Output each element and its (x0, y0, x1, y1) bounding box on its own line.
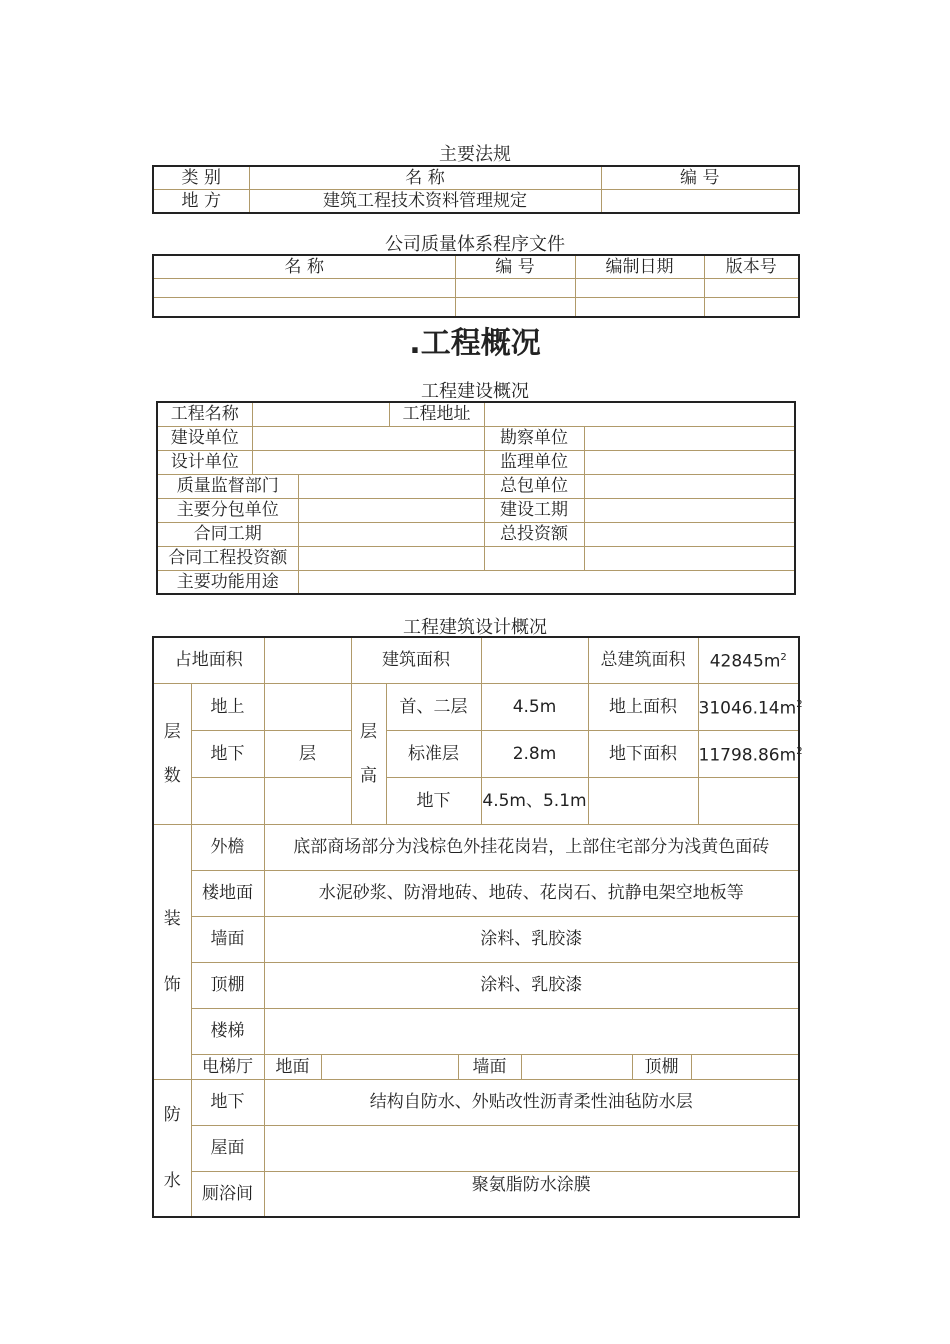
general-contractor-label: 总包单位 (484, 474, 584, 498)
eaves-value: 底部商场部分为浅棕色外挂花岗岩，上部住宅部分为浅黄色面砖 (264, 824, 799, 870)
empty-cell (484, 546, 584, 570)
above-area-value: $31046.14m^2$ (698, 683, 799, 730)
building-area-label: 建筑面积 (351, 637, 481, 683)
empty-cell (191, 777, 264, 824)
bathroom-value: 聚氨脂防水涂膜 (264, 1171, 799, 1217)
construction-period-label: 建设工期 (484, 498, 584, 522)
main-function-label: 主要功能用途 (157, 570, 298, 594)
quality-dept-label: 质量监督部门 (157, 474, 298, 498)
first-second-floor-value: 4.5m (481, 683, 588, 730)
elevator-hall-row (264, 1054, 799, 1079)
stairs-value (264, 1008, 799, 1054)
underground-floors: 层 (264, 730, 351, 777)
total-investment-label: 总投资额 (484, 522, 584, 546)
standard-floor-label: 标准层 (386, 730, 481, 777)
main-function-value (298, 570, 795, 594)
regulations-table (152, 165, 800, 214)
stairs-label: 楼梯 (191, 1008, 264, 1054)
quality-docs-table (152, 254, 800, 318)
design-unit-label: 设计单位 (157, 450, 252, 474)
underground-label: 地下 (191, 730, 264, 777)
quality-cell (153, 279, 455, 298)
quality-cell (575, 298, 704, 317)
contract-investment-value (298, 546, 484, 570)
empty-cell (264, 777, 351, 824)
wp-underground-value: 结构自防水、外贴改性沥青柔性油毡防水层 (264, 1079, 799, 1125)
elevator-ceiling-value (692, 1055, 799, 1079)
main-subcontractor-value (298, 498, 484, 522)
construction-period-value (584, 498, 795, 522)
quality-header-name: 名 称 (153, 255, 455, 279)
under-area-value: $11798.86m^2$ (698, 730, 799, 777)
empty-cell (698, 777, 799, 824)
quality-cell (704, 279, 799, 298)
construction-overview-title: 工程建设概况 (421, 381, 529, 402)
supervision-unit-label: 监理单位 (484, 450, 584, 474)
bathroom-label: 厕浴间 (191, 1171, 264, 1217)
build-unit-value (252, 426, 484, 450)
floor-surface-label: 楼地面 (191, 870, 264, 916)
total-building-area-value: $42845m^2$ (698, 637, 799, 683)
quality-header-date: 编制日期 (575, 255, 704, 279)
height-label: 层 高 (351, 683, 386, 824)
quality-cell (704, 298, 799, 317)
design-unit-value (252, 450, 484, 474)
elevator-floor-label: 地面 (265, 1055, 322, 1079)
elevator-ceiling-label: 顶棚 (633, 1055, 692, 1079)
ceiling-value: 涂料、乳胶漆 (264, 962, 799, 1008)
regulations-cell-name: 建筑工程技术资料管理规定 (249, 190, 601, 214)
elevator-wall-label: 墙面 (459, 1055, 522, 1079)
contract-period-value (298, 522, 484, 546)
land-area-value (264, 637, 351, 683)
wall-label: 墙面 (191, 916, 264, 962)
quality-cell (575, 279, 704, 298)
quality-header-number: 编 号 (455, 255, 575, 279)
above-area-label: 地上面积 (588, 683, 698, 730)
first-second-floor-label: 首、二层 (386, 683, 481, 730)
standard-floor-value: 2.8m (481, 730, 588, 777)
wp-underground-label: 地下 (191, 1079, 264, 1125)
roof-label: 屋面 (191, 1125, 264, 1171)
build-unit-label: 建设单位 (157, 426, 252, 450)
quality-docs-title: 公司质量体系程序文件 (385, 234, 565, 255)
underground-height-label: 地下 (386, 777, 481, 824)
architecture-design-table (152, 636, 803, 1218)
regulations-title: 主要法规 (439, 144, 511, 165)
under-area-label: 地下面积 (588, 730, 698, 777)
above-ground-floors (264, 683, 351, 730)
main-subcontractor-label: 主要分包单位 (157, 498, 298, 522)
quality-dept-value (298, 474, 484, 498)
project-address-value (484, 402, 795, 426)
regulations-cell-category: 地 方 (153, 190, 249, 214)
elevator-floor-value (322, 1055, 459, 1079)
project-address-label: 工程地址 (389, 402, 484, 426)
quality-cell (153, 298, 455, 317)
total-building-area-label: 总建筑面积 (588, 637, 698, 683)
empty-cell (584, 546, 795, 570)
elevator-wall-value (522, 1055, 633, 1079)
land-area-label: 占地面积 (153, 637, 264, 683)
contract-period-label: 合同工期 (157, 522, 298, 546)
project-name-value (252, 402, 389, 426)
eaves-label: 外檐 (191, 824, 264, 870)
decoration-label: 装 饰 (153, 824, 191, 1079)
regulations-cell-number (601, 190, 799, 214)
regulations-header-name: 名 称 (249, 166, 601, 190)
above-ground-label: 地上 (191, 683, 264, 730)
total-investment-value (584, 522, 795, 546)
elevator-hall-label: 电梯厅 (191, 1054, 264, 1079)
wall-value: 涂料、乳胶漆 (264, 916, 799, 962)
roof-value (264, 1125, 799, 1171)
floors-label: 层 数 (153, 683, 191, 824)
architecture-design-title: 工程建筑设计概况 (403, 617, 547, 638)
regulations-header-category: 类 别 (153, 166, 249, 190)
contract-investment-label: 合同工程投资额 (157, 546, 298, 570)
waterproof-label: 防 水 (153, 1079, 191, 1217)
survey-unit-label: 勘察单位 (484, 426, 584, 450)
building-area-value (481, 637, 588, 683)
survey-unit-value (584, 426, 795, 450)
regulations-header-number: 编 号 (601, 166, 799, 190)
quality-cell (455, 279, 575, 298)
ceiling-label: 顶棚 (191, 962, 264, 1008)
underground-height-value: 4.5m、5.1m (481, 777, 588, 824)
quality-header-version: 版本号 (704, 255, 799, 279)
floor-surface-value: 水泥砂浆、防滑地砖、地砖、花岗石、抗静电架空地板等 (264, 870, 799, 916)
supervision-unit-value (584, 450, 795, 474)
empty-cell (588, 777, 698, 824)
general-contractor-value (584, 474, 795, 498)
quality-cell (455, 298, 575, 317)
construction-overview-table (156, 401, 796, 595)
section-heading: .工程概况 (409, 326, 541, 361)
project-name-label: 工程名称 (157, 402, 252, 426)
